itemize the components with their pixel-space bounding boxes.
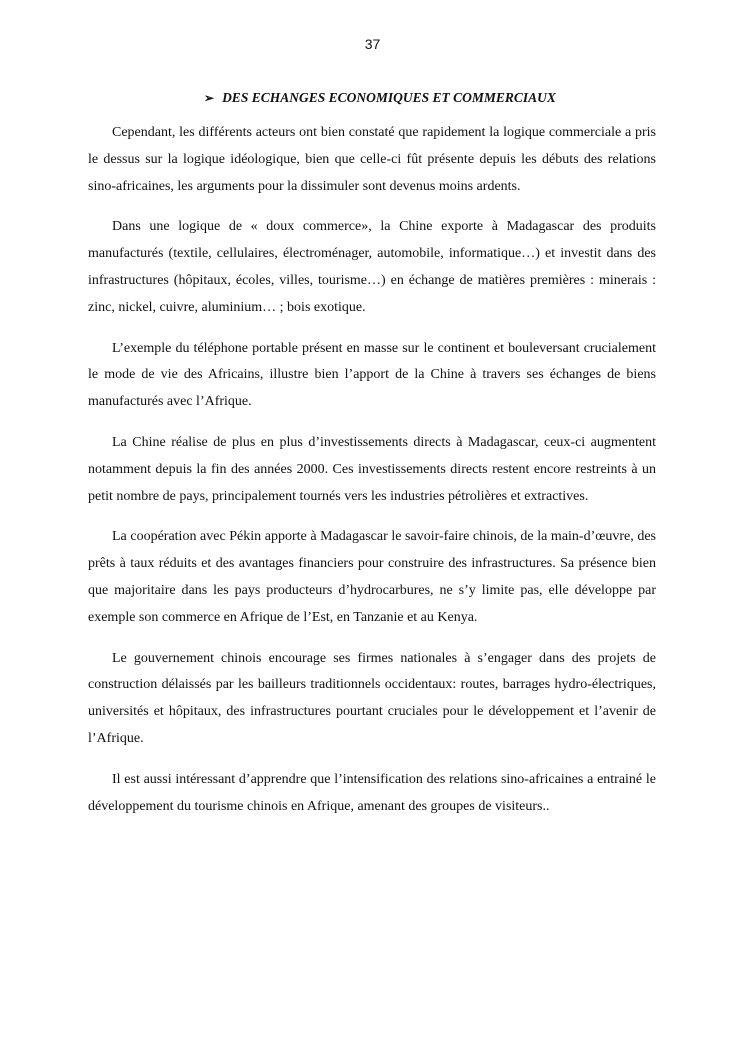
arrow-bullet-icon: ➢ [204,91,215,105]
section-heading [204,90,556,106]
paragraph-6: Le gouvernement chinois encourage ses firmes nationales à s’engager dans des projets de construction délaissés par les bailleurs traditionnels occidentaux: routes, barrages hydro-électriques, universités et hôpitaux, des infrastructures pourtant cruciales pour le développement et l’avenir de l’Afrique. [88,650,656,746]
page-number: 37 [364,36,381,52]
paragraph-3: L’exemple du téléphone portable présent en masse sur le continent et bouleversant crucialement le mode de vie des Africains, illustre bien l’apport de la Chine à travers ses échanges de biens manufacturés avec l’Afrique. [88,340,656,410]
paragraph-2: Dans une logique de « doux commerce», la Chine exporte à Madagascar des produits manufacturés (textile, cellulaires, électroménager, automobile, informatique…) et investit dans des infrastructures (hôpitaux, écoles, villes, tourisme…) en échange de matières premières : minerais : zinc, nickel, cuivre, aluminium… ; bois exotique. [88,219,656,315]
paragraph-5: La coopération avec Pékin apporte à Madagascar le savoir-faire chinois, de la main-d’œuvre, des prêts à taux réduits et des avantages financiers pour construire des infrastructures. Sa présence bien que majoritaire dans les pays producteurs d’hydrocarbures, ne s’y limite pas, elle développe par exemple son commerce en Afrique de l’Est, en Tanzanie et au Kenya. [88,529,656,625]
paragraph-7: Il est aussi intéressant d’apprendre que l’intensification des relations sino-africaines a entrainé le développement du tourisme chinois en Afrique, amenant des groupes de visiteurs.. [88,771,656,814]
paragraph-1: Cependant, les différents acteurs ont bien constaté que rapidement la logique commerciale a pris le dessus sur la logique idéologique, bien que celle-ci fût présente depuis les débuts des relations sino-africaines, les arguments pour la dissimuler sont devenus moins ardents. [88,125,656,194]
paragraph-4: La Chine réalise de plus en plus d’investissements directs à Madagascar, ceux-ci augmentent notamment depuis la fin des années 2000. Ces investissements directs restent encore restreints à un petit nombre de pays, principalement tournés vers les industries pétrolières et extractives. [88,434,656,504]
section-heading-text: DES ECHANGES ECONOMIQUES ET COMMERCIAUX [222,90,556,105]
body-text [88,120,656,834]
